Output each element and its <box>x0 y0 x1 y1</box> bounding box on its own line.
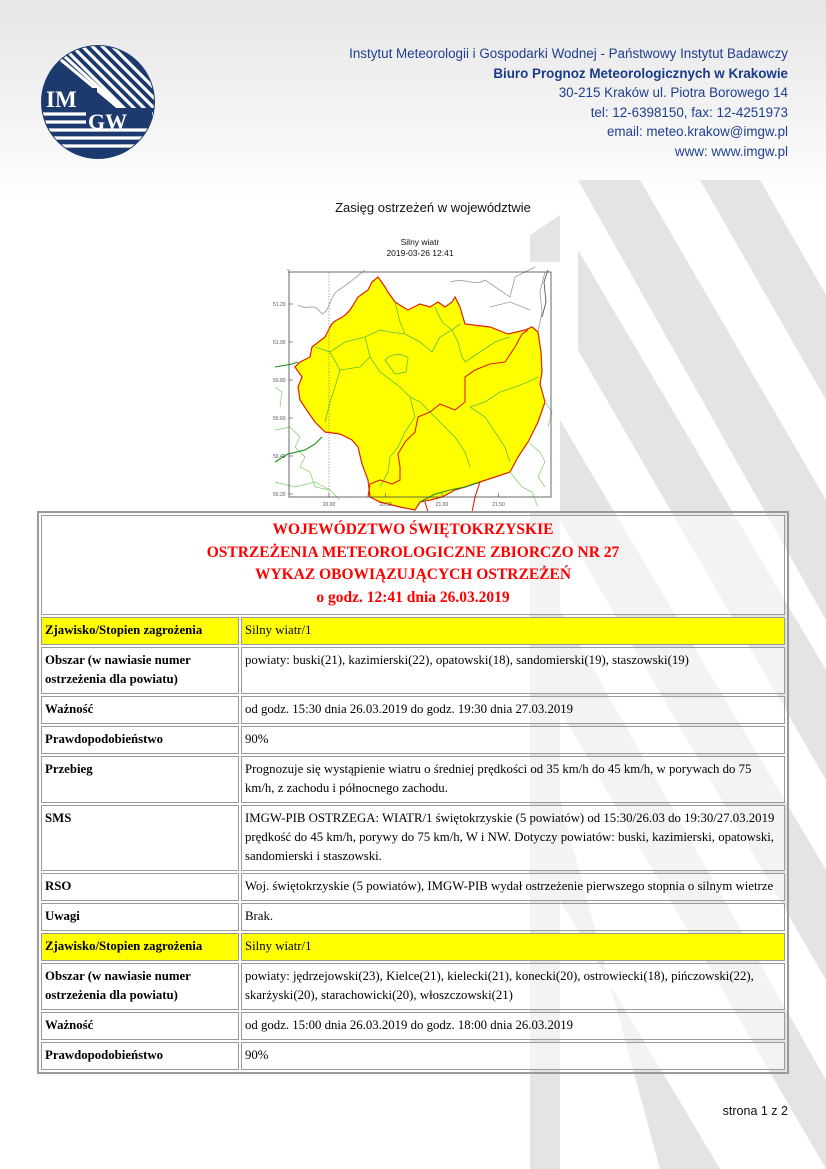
map-title: Silny wiatr <box>400 237 440 247</box>
row-value: Prognozuje się wystąpienie wiatru o średniej prędkości od 35 km/h do 45 km/h, w porywach do 75 km/h, z zachodu i północnego zachodu. <box>241 756 785 803</box>
heading-voivodeship: WOJEWÓDZTWO ŚWIĘTOKRZYSKIE <box>272 521 554 538</box>
x-tick-label: 20.00 <box>322 502 336 508</box>
row-label: Ważność <box>41 1012 239 1040</box>
row-label: RSO <box>41 873 239 901</box>
office-name: Biuro Prognoz Meteorologicznych w Krakowie <box>493 65 788 81</box>
logo-text-gw: GW <box>88 109 128 134</box>
y-tick-label: 50.40 <box>273 454 286 460</box>
office-website[interactable]: www: www.imgw.pl <box>674 143 788 159</box>
table-row-phenomenon <box>41 933 785 961</box>
table-row <box>41 1012 785 1040</box>
warning-map <box>270 262 560 512</box>
row-value: powiaty: jędrzejowski(23), Kielce(21), kielecki(21), konecki(20), ostrowiecki(18), pińczowski(22), skarżyski(20), starachowicki(20), włoszczowski(21) <box>241 963 785 1010</box>
table-row <box>41 805 785 871</box>
row-label: Obszar (w nawiasie numer ostrzeżenia dla powiatu) <box>41 963 239 1010</box>
row-label: Uwagi <box>41 903 239 931</box>
heading-bulletin-number: OSTRZEŻENIA METEOROLOGICZNE ZBIORCZO NR 27 <box>206 543 620 561</box>
table-row <box>41 726 785 754</box>
row-value: Woj. świętokrzyskie (5 powiatów), IMGW-PIB wydał ostrzeżenie pierwszego stopnia o silnym wietrze <box>241 873 785 901</box>
row-value: od godz. 15:30 dnia 26.03.2019 do godz. 19:30 dnia 27.03.2019 <box>241 696 785 724</box>
office-phone: tel: 12-6398150, fax: 12-4251973 <box>590 104 788 120</box>
x-tick-label: 20.50 <box>379 502 392 508</box>
y-tick-label: 51.20 <box>273 302 286 308</box>
row-value: Brak. <box>241 903 785 931</box>
office-email[interactable]: email: meteo.krakow@imgw.pl <box>606 124 788 140</box>
heading-issue-time: o godz. 12:41 dnia 26.03.2019 <box>316 588 510 606</box>
table-row <box>41 903 785 931</box>
row-label: Przebieg <box>41 756 239 803</box>
x-tick-label: 21.00 <box>435 502 449 508</box>
report-heading-row <box>41 515 785 615</box>
y-tick-label: 50.60 <box>273 416 286 422</box>
row-value: od godz. 15:00 dnia 26.03.2019 do godz. 18:00 dnia 26.03.2019 <box>241 1012 785 1040</box>
warnings-table <box>37 511 789 1074</box>
row-label: Prawdopodobieństwo <box>41 1042 239 1070</box>
row-label: Zjawisko/Stopien zagrożenia <box>41 933 239 961</box>
row-value: 90% <box>241 726 785 754</box>
table-row <box>41 696 785 724</box>
x-tick-label: 21.50 <box>492 502 505 508</box>
row-label: SMS <box>41 805 239 871</box>
imgw-logo <box>40 44 156 160</box>
y-axis-label: Y <box>287 269 291 275</box>
office-address: 30-215 Kraków ul. Piotra Borowego 14 <box>558 85 788 101</box>
page-number: strona 1 z 2 <box>722 1104 788 1118</box>
row-value: IMGW-PIB OSTRZEGA: WIATR/1 świętokrzyskie (5 powiatów) od 15:30/26.03 do 19:30/27.03.2019 prędkość do 45 km/h, porywy do 75 km/h, W i NW. Dotyczy powiatów: buski, kazimierski, opatowski, sandomierski i staszowski. <box>241 805 785 871</box>
row-label: Zjawisko/Stopien zagrożenia <box>41 617 239 645</box>
table-row <box>41 756 785 803</box>
row-label: Prawdopodobieństwo <box>41 726 239 754</box>
institute-name: Instytut Meteorologii i Gospodarki Wodnej - Państwowy Instytut Badawczy <box>349 46 788 61</box>
y-tick-label: 51.00 <box>273 340 286 346</box>
map-datetime: 2019-03-26 12:41 <box>386 248 454 258</box>
logo-text-im: IM <box>46 87 77 112</box>
row-value: powiaty: buski(21), kazimierski(22), opatowski(18), sandomierski(19), staszowski(19) <box>241 647 785 694</box>
table-row <box>41 647 785 694</box>
section-title: Zasięg ostrzeżeń w województwie <box>335 200 531 215</box>
row-value: Silny wiatr/1 <box>241 933 785 961</box>
report-heading <box>41 515 785 615</box>
table-row <box>41 873 785 901</box>
table-row <box>41 963 785 1010</box>
row-label: Obszar (w nawiasie numer ostrzeżenia dla powiatu) <box>41 647 239 694</box>
row-label: Ważność <box>41 696 239 724</box>
table-row <box>41 1042 785 1070</box>
institute-header <box>349 44 788 162</box>
y-tick-label: 50.20 <box>273 492 286 498</box>
map-caption <box>320 237 520 259</box>
row-value: Silny wiatr/1 <box>241 617 785 645</box>
heading-list-title: WYKAZ OBOWIĄZUJĄCYCH OSTRZEŻEŃ <box>254 566 572 583</box>
table-row-phenomenon <box>41 617 785 645</box>
y-tick-label: 50.80 <box>273 378 286 384</box>
row-value: 90% <box>241 1042 785 1070</box>
